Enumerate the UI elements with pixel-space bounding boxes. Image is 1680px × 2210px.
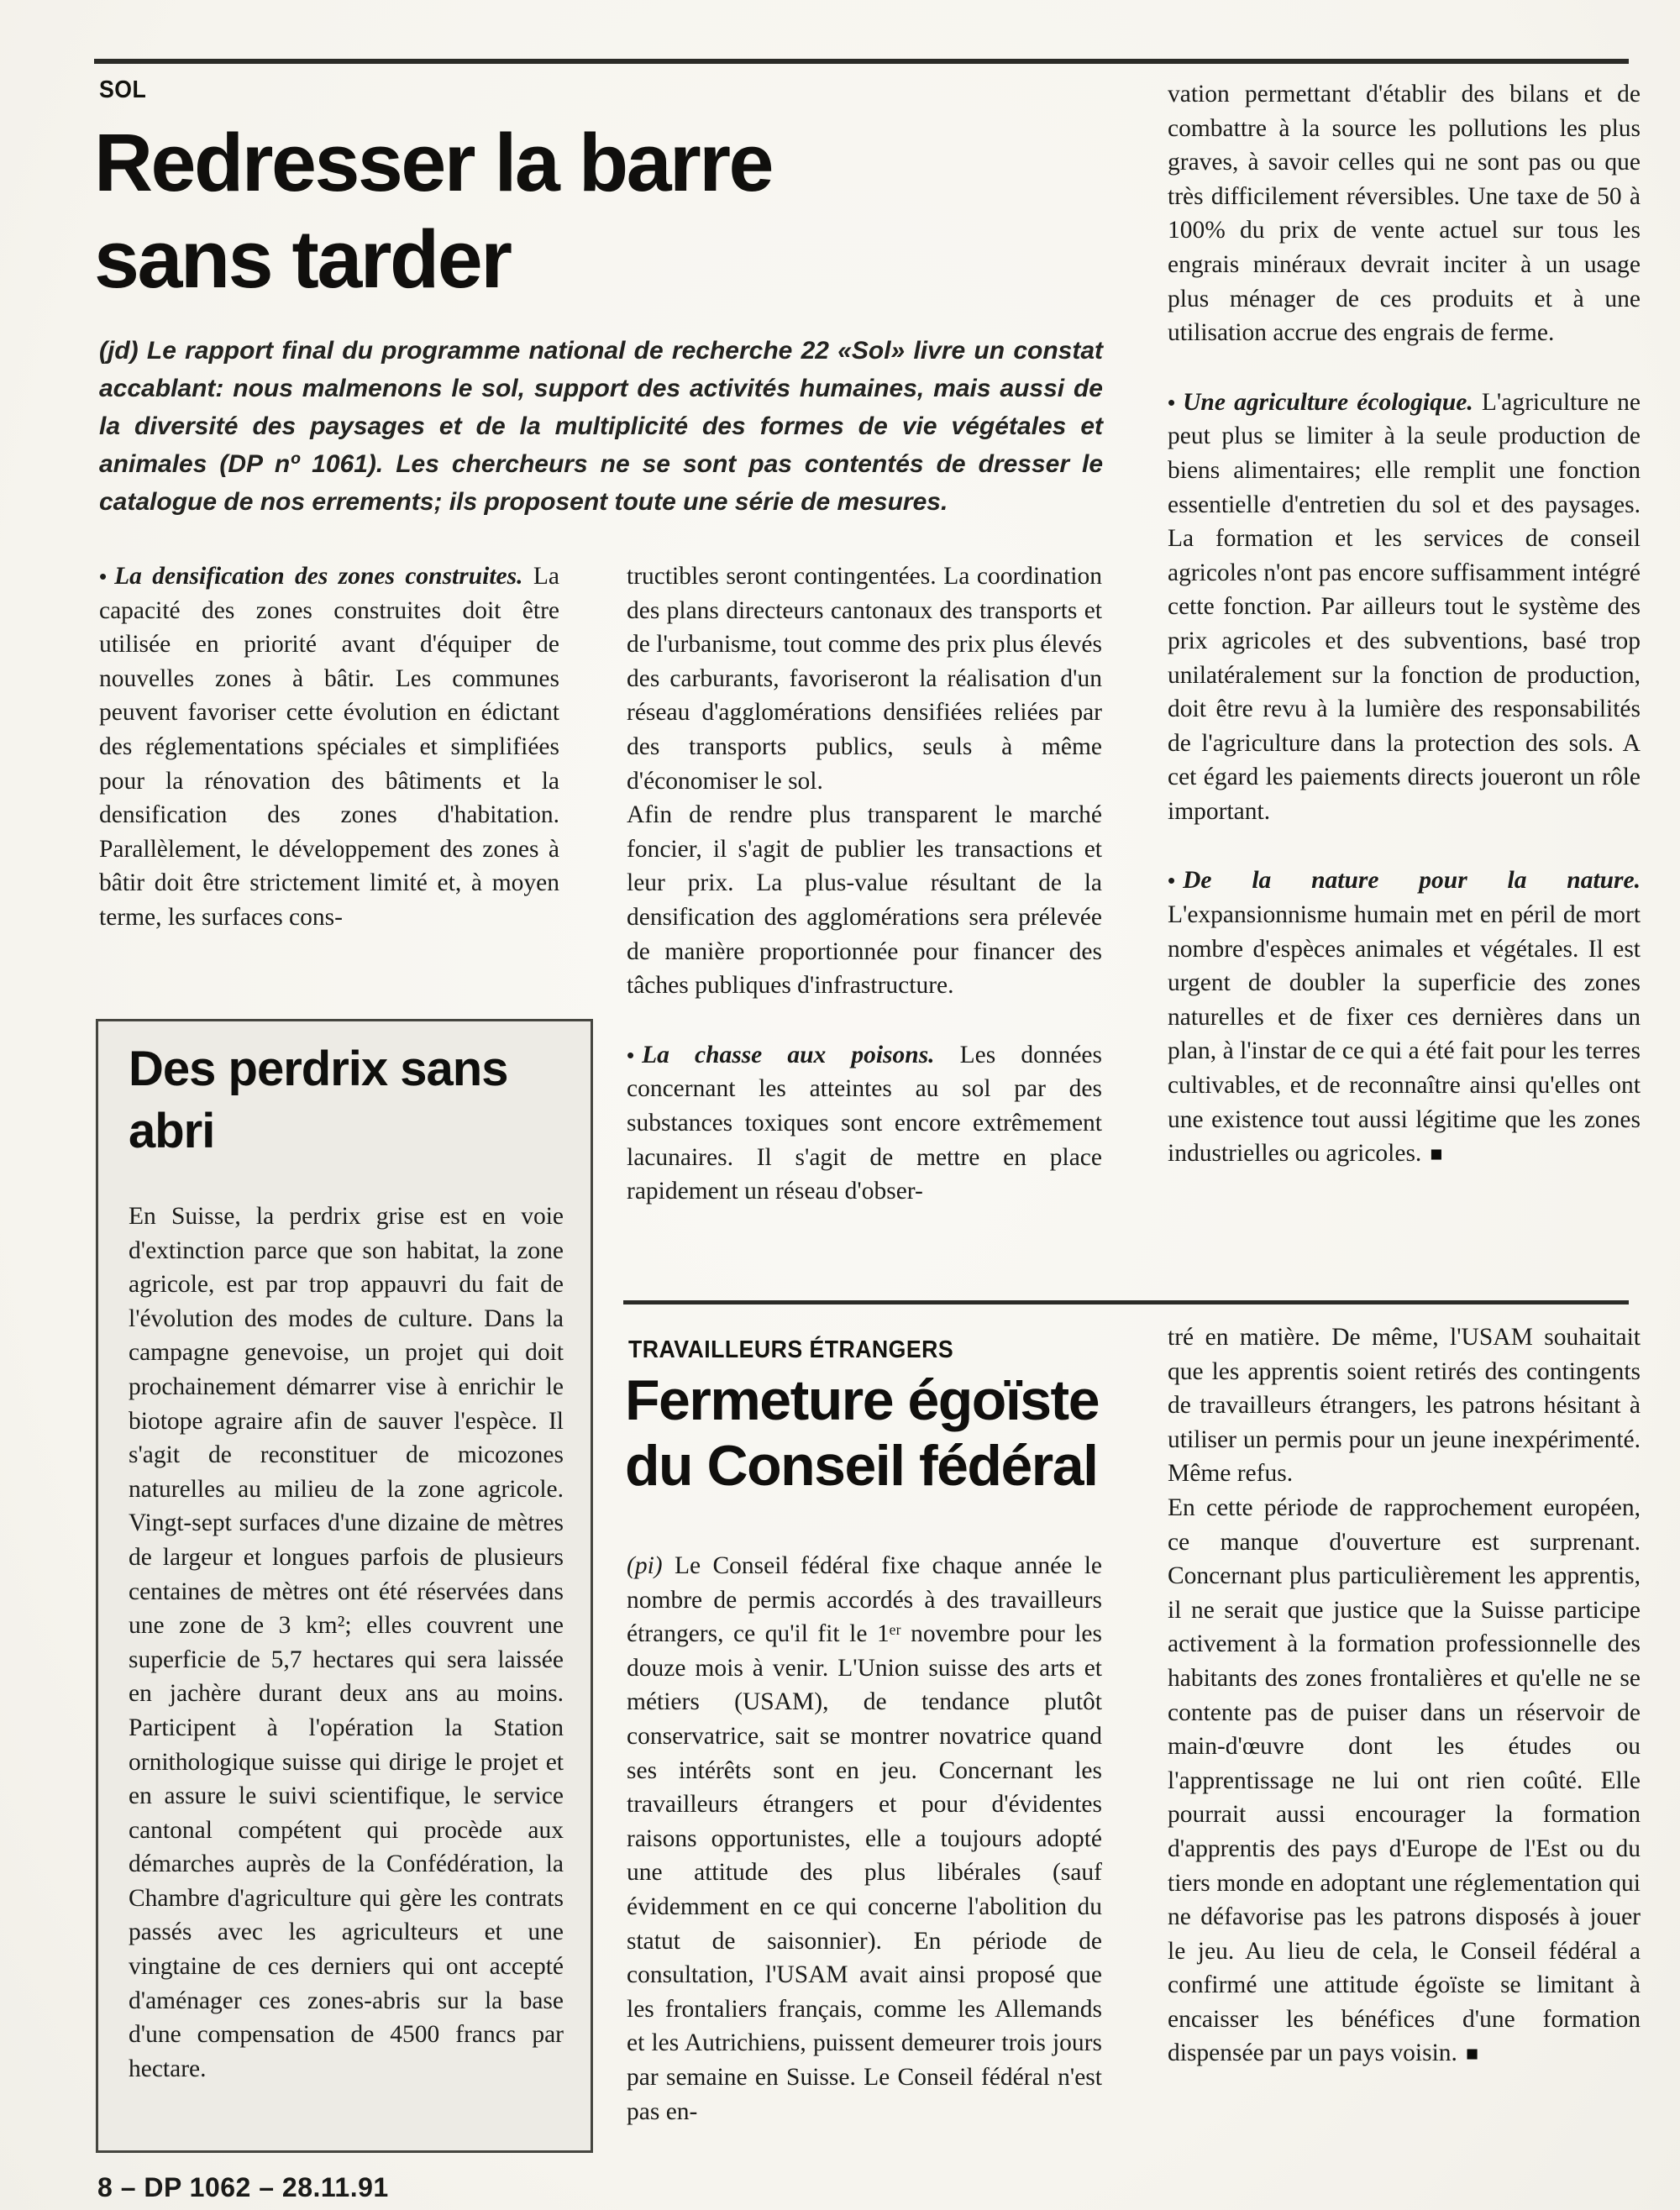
bullet-icon: • <box>1168 389 1176 415</box>
author-initials: (pi) <box>627 1552 663 1579</box>
paragraph-text: En cette période de rapprochement européen, ce manque d'ouverture est surprenant. Concernant plus particulièrement les apprentis, il ne serait que justice que la Suisse participe activement à la formation professionnelle des habitants des zones frontalières et qu'elle ne se contente pas de puiser dans un réservoir de main-d'œuvre dont les études ou l'apprentissage ne lui ont rien coûté. Elle pourrait aussi encourager la formation d'apprentis des pays d'Europe de l'Est ou du tiers monde en adoptant une réglementation qui ne défavorise pas les patrons disposés à jouer le jeu. Au lieu de cela, le Conseil fédéral a confirmé une attitude égoïste se limitant à encaisser les bénéfices d'une formation dispensée par un pays voisin. <box>1168 1493 1641 2067</box>
paragraph-text: Les données concernant les atteintes au sol par des substances toxiques sont encore extrêmement lacunaires. Il s'agit de mettre en place rapidement un réseau d'obser- <box>627 1041 1103 1205</box>
paragraph-lead-in: Une agriculture écologique. <box>1183 388 1473 416</box>
paragraph-continuation: tructibles seront contingentées. La coordination des plans directeurs cantonaux des transports et de l'urbanisme, tout comme des prix plus élevés des carburants, favoriseront la réalisation d'un réseau d'agglomérations densifiées reliées par des transports publics, seuls à même d'économiser le sol. <box>627 563 1102 795</box>
paragraph-text: La capacité des zones construites doit être utilisée en priorité avant d'équiper de nouvelles zones à bâtir. Les communes peuvent favoriser cette évolution en édictant des réglementations spéciales et simplifiées pour la rénovation des bâtiments et la densification des zones d'habitation. Parallèlement, le développement des zones à bâtir doit être strictement limité et, à moyen terme, les surfaces cons- <box>99 563 559 931</box>
article2-headline-line2: du Conseil fédéral <box>625 1434 1098 1498</box>
sidebar-title-line2: abri <box>129 1104 215 1158</box>
article1-headline-line2: sans tarder <box>94 213 511 305</box>
sidebar-box-perdrix <box>96 1019 593 2153</box>
sidebar-title-line1: Des perdrix sans <box>129 1042 508 1096</box>
paragraph-lead-in: La chasse aux poisons. <box>642 1041 935 1068</box>
paragraph-text: Le Conseil fédéral fixe chaque année le nombre de permis accordés à des travailleurs étrangers, ce qu'il fit le 1ᵉʳ novembre pour les douze mois à venir. L'Union suisse des arts et métiers (USAM), de tendance plutôt conservatrice, sait se montrer novatrice quand ses intérêts sont en jeu. Concernant les travailleurs étrangers et pour d'évidentes raisons opportunistes, elle a toujours adopté une attitude des plus libérales (sauf évidemment en ce qui concerne l'abolition du statut de saisonnier). En période de consultation, l'USAM avait ainsi proposé que les frontaliers français, comme les Allemands et les Autrichiens, puissent demeurer trois jours par semaine en Suisse. Le Conseil fédéral n'est pas en- <box>627 1552 1102 2125</box>
end-of-article-icon: ■ <box>1430 1142 1443 1167</box>
article2-column-right <box>1168 1320 1641 2071</box>
sidebar-body: En Suisse, la perdrix grise est en voie d'extinction parce que son habitat, la zone agricole, est par trop appauvri du fait de l'évolution des modes de culture. Dans la campagne genevoise, un projet qui doit prochainement démarrer vise à enrichir le biotope agraire afin de sauver l'espèce. Il s'agit de reconstituer de micozones naturelles au milieu de la zone agricole. Vingt-sept surfaces d'une dizaine de mètres de largeur et longues parfois de plusieurs centaines de mètres ont été réservées dans une zone de 3 km²; elles couvrent une superficie de 5,7 hectares qui sera laissée en jachère durant deux ans au moins. Participent à l'opération la Station ornithologique suisse qui dirige le projet et en assure le suivi scientifique, le service cantonal compétent qui procède aux démarches auprès de la Confédération, la Chambre d'agriculture qui gère les contrats passés avec les agriculteurs et une vingtaine de ces derniers qui ont accepté d'aménager ces zones-abris sur la base d'une compensation de 4500 francs par hectare. <box>129 1203 564 2082</box>
paragraph-observation: vation permettant d'établir des bilans et de combattre à la source les pollutions les plus graves, à savoir celles qui ne sont pas ou que très difficilement réversibles. Une taxe de 50 à 100% du prix de vente actuel sur tous les engrais minéraux devrait inciter à un usage plus ménager de ces produits et à une utilisation accrue des engrais de ferme. <box>1168 81 1641 347</box>
paragraph-text: L'expansionnisme humain met en péril de mort nombre d'espèces animales et végétales. Il est urgent de doubler la superficie des zones naturelles et de fixer ces dernières dans un plan, à l'instar de ce qui a été fait pour les terres cultivables, et de reconnaître ainsi qu'elles ont une existence tout aussi légitime que les zones industrielles ou agricoles. <box>1168 901 1641 1168</box>
bullet-icon: • <box>627 1042 635 1068</box>
article2-headline-line1: Fermeture égoïste <box>625 1368 1100 1432</box>
paragraph-lead-in: De la nature pour la nature. <box>1183 867 1641 895</box>
paragraph-conseil-federal <box>627 1549 1102 2129</box>
paragraph-densification <box>99 559 559 935</box>
paragraph-marche-foncier: Afin de rendre plus transparent le marché foncier, il s'agit de publier les transactions et leur prix. La plus-value résultant de la densification des agglomérations sera prélevée de manière proportionnée pour financer des tâches publiques d'infrastructure. <box>627 801 1102 1000</box>
bullet-icon: • <box>99 564 108 589</box>
article2-separator-rule <box>623 1300 1629 1304</box>
paragraph-rapprochement <box>1168 1491 1641 2071</box>
paragraph-chasse-poisons <box>627 1038 1102 1209</box>
article1-headline-line1: Redresser la barre <box>94 117 772 208</box>
paragraph-text: L'agriculture ne peut plus se limiter à la seule production de biens alimentaires; elle remplit une fonction essentielle d'entretien du sol et des paysages. La formation et les services de conseil agricoles n'ont pas encore suffisamment intégré cette fonction. Par ailleurs tout le système des prix agricoles et des subventions, basé trop unilatéralement sur la fonction de production, doit être revu à la lumière des responsabilités de l'agriculture dans la protection des sols. A cet égard les paiements directs joueront un rôle important. <box>1168 388 1641 825</box>
article2-headline <box>625 1367 1146 1499</box>
article1-headline <box>94 114 1018 307</box>
sidebar-title <box>129 1038 564 1163</box>
bullet-icon: • <box>1168 868 1176 894</box>
end-of-article-icon: ■ <box>1465 2042 1479 2066</box>
article1-column-left <box>99 559 559 935</box>
article1-column-right <box>1168 77 1641 1172</box>
article1-lead: (jd) Le rapport final du programme national de recherche 22 «Sol» livre un constat accablant: nous malmenons le sol, support des activités humaines, mais aussi de la diversité des paysages et de la multiplicité des formes de vie végétales et animales (DP nº 1061). Les chercheurs ne se sont pas contentés de dresser le catalogue de nos errements; ils proposent toute une série de mesures. <box>99 337 1103 516</box>
article1-kicker: SOL <box>99 76 147 103</box>
paragraph-apprentis: tré en matière. De même, l'USAM souhaitait que les apprentis soient retirés des contingents de travailleurs étrangers, les patrons hésitant à utiliser un permis pour un jeune inexpérimenté. Même refus. <box>1168 1324 1641 1488</box>
paragraph-nature-pour-nature <box>1168 864 1641 1171</box>
page-footer: 8 – DP 1062 – 28.11.91 <box>97 2172 389 2202</box>
article2-kicker: TRAVAILLEURS ÉTRANGERS <box>628 1336 954 1363</box>
paragraph-agriculture-ecologique <box>1168 386 1641 829</box>
article2-column-middle <box>627 1549 1102 2129</box>
article1-column-middle <box>627 559 1102 1209</box>
top-rule <box>94 59 1629 64</box>
paragraph-lead-in: La densification des zones construites. <box>114 563 523 590</box>
